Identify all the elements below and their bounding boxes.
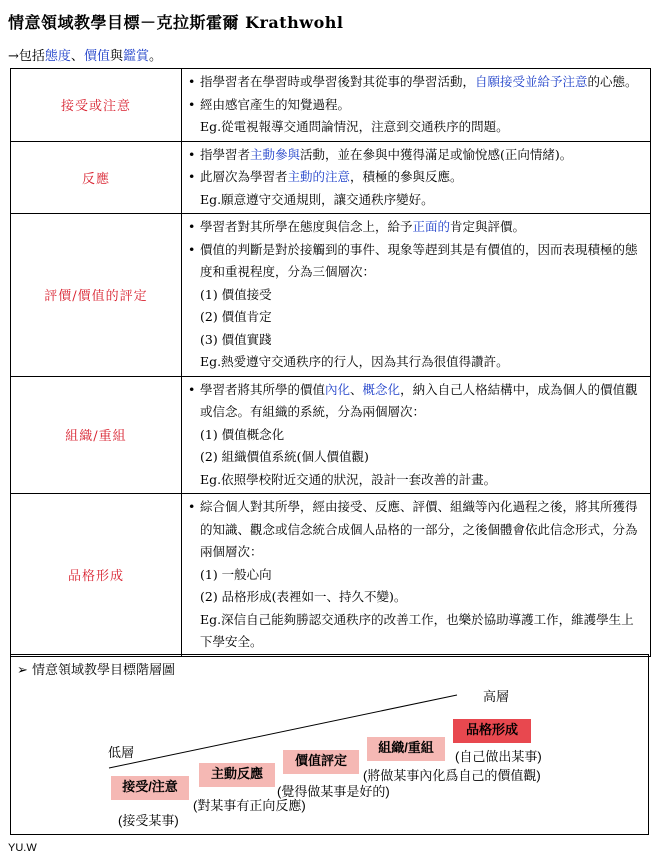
text-span: (1) 價值概念化	[200, 426, 285, 442]
level-description	[182, 214, 651, 377]
text-span: (2) 價值肯定	[200, 309, 272, 324]
text-span: 經由感官產生的知覺過程。	[200, 96, 351, 112]
text-span: 活動，並在參與中獲得滿足或愉悅感(正向情緒)。	[300, 146, 573, 162]
step-valuing: 價值評定	[283, 750, 359, 774]
text-span: (1) 一般心向	[200, 566, 272, 582]
indented-line	[186, 116, 644, 139]
text-span: (2) 品格形成(表裡如一、持久不變)。	[200, 589, 407, 604]
step-receiving-desc: (接受某事)	[118, 813, 179, 828]
intro-sep2: 與	[109, 49, 123, 64]
text-span: 此層次為學習者	[200, 169, 288, 184]
indented-line	[186, 351, 644, 374]
emphasis-text: 主動參與	[250, 146, 301, 162]
step-responding: 主動反應	[199, 763, 275, 787]
emphasis-text: 主動的注意	[287, 169, 351, 184]
level-name: 反應	[11, 141, 182, 214]
bullet-item	[186, 379, 644, 424]
bullet-item	[186, 166, 644, 189]
indented-line	[186, 469, 644, 492]
low-level-label: 低層	[108, 745, 135, 760]
bullet-item	[186, 144, 644, 167]
levels-table	[10, 68, 651, 657]
emphasis-text: 正面的	[412, 219, 451, 234]
emphasis-text: 自願接受並給予注意	[475, 74, 588, 89]
indented-line	[186, 284, 644, 307]
bullet-item	[186, 239, 644, 284]
level-row	[11, 69, 651, 142]
text-span: 價值的判斷是對於接觸到的事件、現象等趕到其是有價值的，因而表現積極的態度和重視程度，分為三個層次：	[200, 241, 638, 279]
hierarchy-arrow-svg	[11, 655, 650, 836]
text-span: ，積極的參與反應。	[350, 169, 463, 184]
text-span: 、	[350, 381, 363, 397]
intro-sep1: 、	[70, 49, 84, 64]
intro-prefix: →包括	[8, 49, 45, 64]
text-span: 肯定與評價。	[450, 219, 526, 234]
bullet-item	[186, 216, 644, 239]
indented-line	[186, 446, 644, 469]
level-row	[11, 214, 651, 377]
indented-line	[186, 609, 644, 654]
level-description	[182, 141, 651, 214]
level-row	[11, 141, 651, 214]
text-span: 綜合個人對其所學，經由接受、反應、評價、組織等內化過程之後，將其所獲得的知識、觀念或信念統合成個人品格的一部分，之後個體會依此信念形式，分為兩個層次：	[200, 499, 638, 559]
indented-line	[186, 424, 644, 447]
indented-line	[186, 306, 644, 329]
hierarchy-title: ➢ 情意領域教學目標階層圖	[17, 663, 176, 678]
emphasis-text: 概念化	[362, 381, 401, 397]
bullet-item	[186, 71, 644, 94]
level-description	[182, 69, 651, 142]
intro-attitude: 態度	[44, 49, 71, 64]
text-span: Eg.深信自己能夠勝認交通秩序的改善工作，也樂於協助導護工作，維護學生上下學安全。	[200, 611, 634, 649]
level-row	[11, 376, 651, 494]
step-characterization: 品格形成	[453, 719, 531, 743]
indented-line	[186, 329, 644, 352]
level-name: 品格形成	[11, 494, 182, 657]
text-span: (1) 價值接受	[200, 286, 272, 302]
emphasis-text: 內化	[325, 381, 351, 397]
level-row	[11, 494, 651, 657]
text-span: 的心態。	[587, 74, 638, 89]
level-name: 接受或注意	[11, 69, 182, 142]
bullet-item	[186, 496, 644, 564]
indented-line	[186, 564, 644, 587]
text-span: 學習者將其所學的價值	[200, 381, 326, 397]
step-valuing-desc: (覺得做某事是好的)	[277, 784, 390, 799]
level-name: 組織/重組	[11, 376, 182, 494]
text-span: (3) 價值實踐	[200, 331, 272, 347]
text-span: Eg.熱愛遵守交通秩序的行人，因為其行為很值得讚許。	[200, 354, 509, 369]
intro-appreciation: 鑑賞	[122, 49, 149, 64]
level-description	[182, 494, 651, 657]
text-span: ，納入自己人格結構中，成為個人的價值觀或信念。有組織的系統，分為兩個層次：	[200, 381, 638, 419]
indented-line	[186, 586, 644, 609]
text-span: (2) 組織價值系統(個人價值觀)	[200, 449, 369, 464]
bullet-item	[186, 94, 644, 117]
step-organization: 組織/重組	[367, 737, 445, 761]
step-characterization-desc: (自己做出某事)	[455, 749, 542, 764]
intro-suffix: 。	[148, 49, 162, 64]
hierarchy-diagram	[10, 654, 649, 835]
level-description	[182, 376, 651, 494]
step-organization-desc: (將做某事內化爲自己的價值觀)	[363, 768, 541, 783]
footer-author: YU.W	[8, 842, 37, 854]
indented-line	[186, 189, 644, 212]
text-span: 指學習者	[200, 146, 251, 162]
text-span: Eg.從電視報導交通問論情況，注意到交通秩序的問題。	[200, 119, 509, 134]
page-title: 情意領域教學目標－克拉斯霍爾 Krathwohl	[8, 13, 344, 32]
text-span: 學習者對其所學在態度與信念上，給予	[200, 219, 413, 234]
high-level-label: 高層	[483, 689, 510, 704]
level-name: 評價/價值的評定	[11, 214, 182, 377]
step-receiving: 接受/注意	[111, 776, 189, 800]
text-span: Eg.依照學校附近交通的狀況，設計一套改善的計畫。	[200, 471, 497, 487]
step-responding-desc: (對某事有正向反應)	[193, 798, 306, 813]
intro-value: 價值	[83, 49, 110, 64]
text-span: 指學習者在學習時或學習後對其從事的學習活動，	[200, 74, 476, 89]
intro-line	[8, 45, 162, 64]
text-span: Eg.願意遵守交通規則，讓交通秩序變好。	[200, 191, 434, 207]
